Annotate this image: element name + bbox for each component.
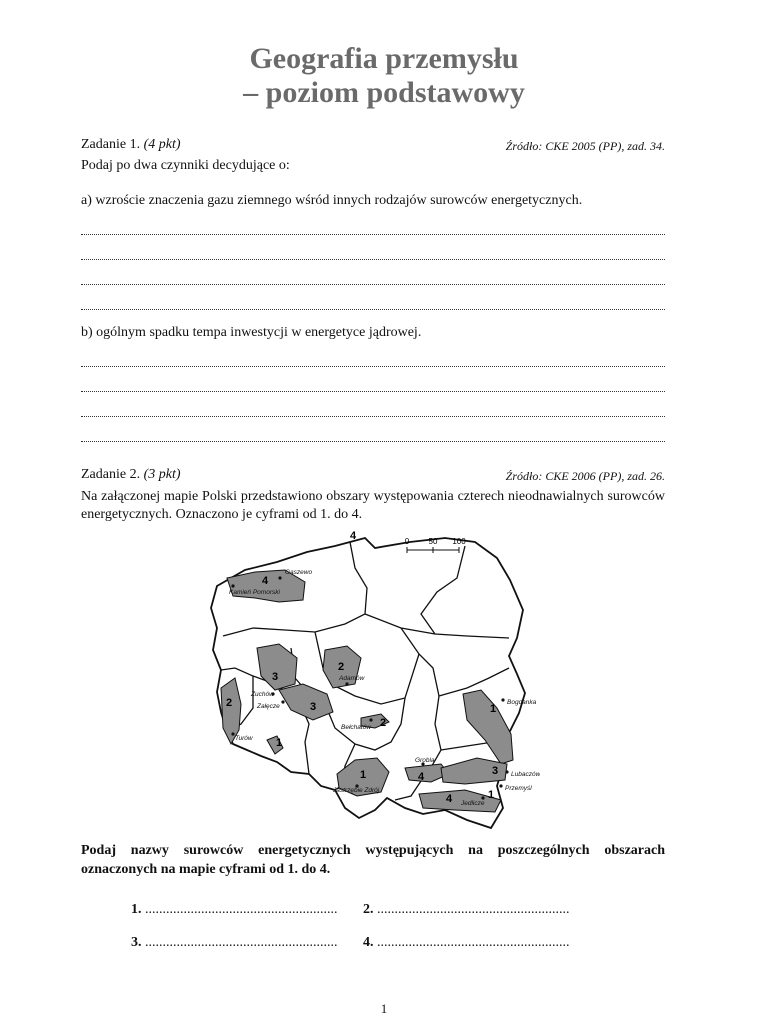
answer-line[interactable] [81,259,665,260]
answer-2-number: 2. [363,902,374,917]
task1-points: (4 pkt) [143,137,181,152]
task2-question: Podaj nazwy surowców energetycznych występujących na poszczególnych obszarach oznaczonych na mapie cyframi od 1. do 4. [81,843,665,877]
task1-intro: Podaj po dwa czynniki decydujące o: [81,158,290,173]
answer-line[interactable] [81,391,665,392]
page-title-line1: Geografia przemysłu [249,42,519,75]
town-label: Załęcze [257,703,280,710]
town-label: Bogdanka [507,699,537,706]
task2-source: Źródło: CKE 2006 (PP), zad. 26. [505,469,665,483]
task2-heading [81,467,181,483]
area-number: 1 [487,789,495,801]
answer-2-line[interactable]: ....................................................... [377,902,570,917]
area-number: 2 [337,661,345,673]
answer-1-number: 1. [131,902,142,917]
answer-line[interactable] [81,441,665,442]
answer-line[interactable] [81,309,665,310]
town-label: Przemyśl [505,785,532,792]
answer-line[interactable] [81,284,665,285]
answer-4-number: 4. [363,935,374,950]
area-number: 4 [445,793,453,805]
answer-line[interactable] [81,416,665,417]
task2-label: Zadanie 2. [81,467,141,482]
area-number: 2 [379,717,387,729]
answer-3[interactable] [131,935,338,951]
task1-label: Zadanie 1. [81,137,141,152]
town-label: Zuchów [251,691,274,698]
town-label: Lubaczów [511,771,540,778]
area-number: 1 [275,737,283,749]
answer-1[interactable] [131,902,338,918]
area-number: 2 [225,697,233,709]
answer-line[interactable] [81,234,665,235]
town-label: Jastrzębie Zdrój [333,787,380,794]
scale-label: 100 [452,537,466,546]
area-number: 3 [491,765,499,777]
area-number: 1 [489,703,497,715]
answer-1-line[interactable]: ....................................................... [145,902,338,917]
town-label: Gaszewo [285,569,313,576]
town-label: Bełchatów [341,724,371,731]
answer-4-line[interactable]: ....................................................... [377,935,570,950]
task1-heading [81,137,181,153]
poland-energy-resources-map [205,528,540,833]
page-number: 1 [380,1001,388,1016]
scale-label: 0 [404,537,410,546]
town-label: Adamów [339,675,365,682]
answer-4[interactable] [363,935,570,951]
town-label: Turów [235,735,253,742]
task2-points: (3 pkt) [143,467,181,482]
area-number: 1 [359,769,367,781]
answer-3-line[interactable]: ....................................................... [145,935,338,950]
task2-intro: Na załączonej mapie Polski przedstawiono obszary występowania czterech nieodnawialnych surowców energetycznych. Oznaczono je cyframi od 1. do 4. [81,489,665,522]
area-number: 3 [271,671,279,683]
page-title-line2: – poziom podstawowy [243,76,525,109]
area-number: 3 [309,701,317,713]
area-number: 4 [417,771,425,783]
task1-part-a: a) wzroście znaczenia gazu ziemnego wśród innych rodzajów surowców energetycznych. [81,193,583,208]
town-label: Jedlicze [461,800,485,807]
answer-line[interactable] [81,366,665,367]
area-number: 4 [261,575,269,587]
town-label: Kamień Pomorski [229,589,280,596]
answer-2[interactable] [363,902,570,918]
area-number: 4 [349,530,357,542]
answer-3-number: 3. [131,935,142,950]
town-label: Grobla [415,757,435,764]
scale-label: 50 [428,537,438,546]
task1-part-b: b) ogólnym spadku tempa inwestycji w energetyce jądrowej. [81,325,422,340]
task1-source: Źródło: CKE 2005 (PP), zad. 34. [505,139,665,153]
